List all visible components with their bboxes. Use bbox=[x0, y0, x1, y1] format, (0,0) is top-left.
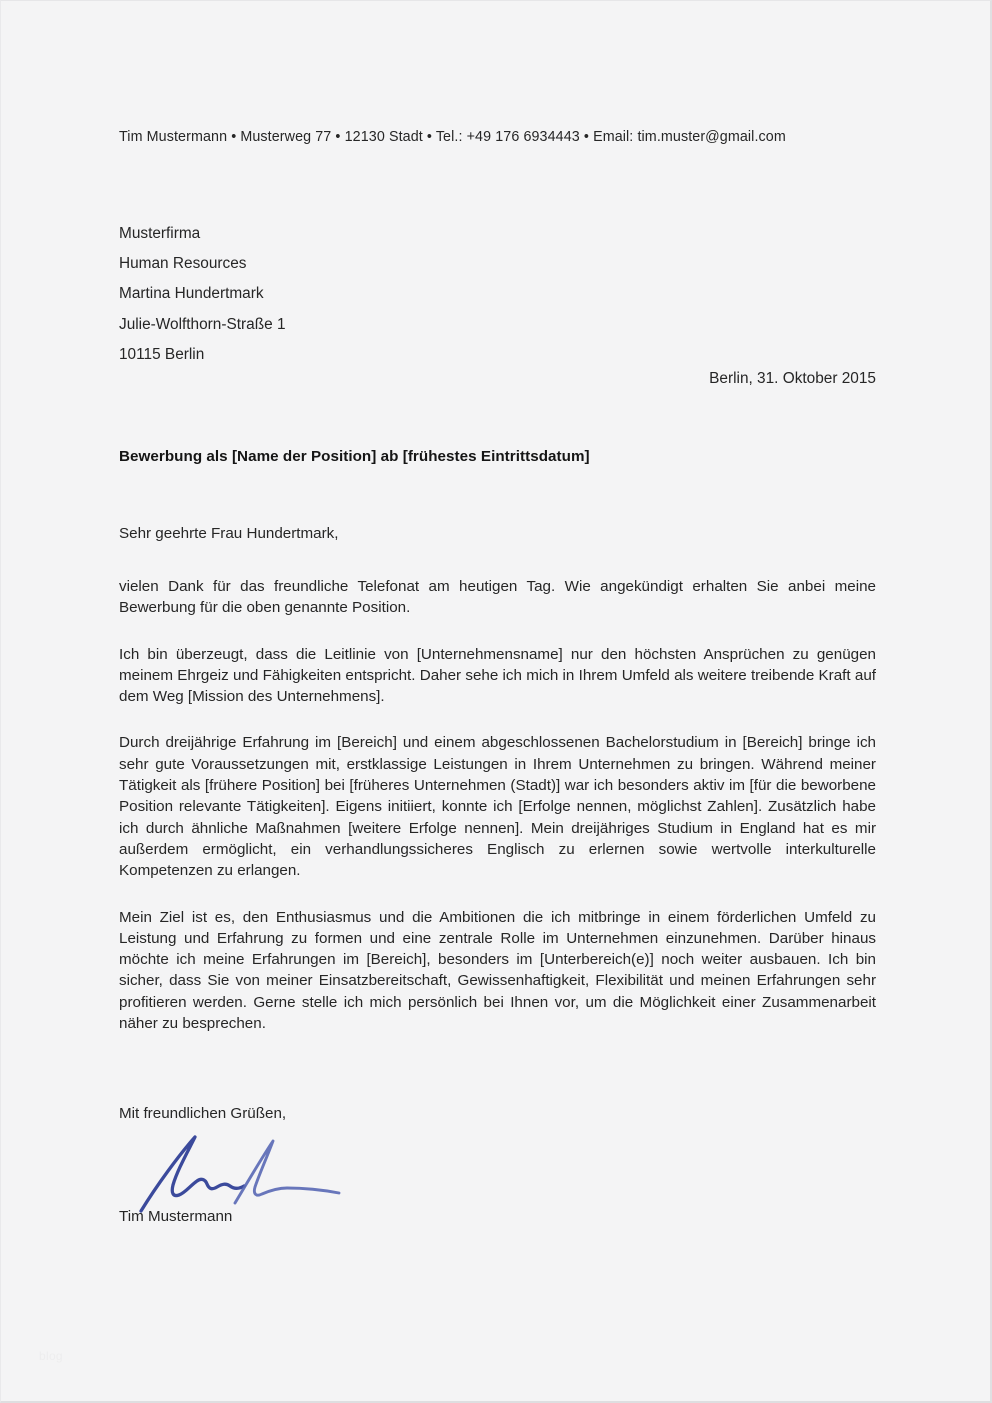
closing-salutation: Mit freundlichen Grüßen, bbox=[119, 1105, 287, 1122]
recipient-contact-person: Martina Hundertmark bbox=[119, 285, 264, 303]
handwritten-signature bbox=[127, 1127, 387, 1217]
body-paragraph: vielen Dank für das freundliche Telefonat am heutigen Tag. Wie angekündigt erhalten Sie anbei meine Bewerbung für die oben genannte Position. bbox=[119, 578, 876, 617]
sender-contact-line: Tim Mustermann • Musterweg 77 • 12130 Stadt • Tel.: +49 176 6934443 • Email: tim.muster@gmail.com bbox=[119, 129, 786, 145]
recipient-address-block bbox=[119, 219, 286, 370]
body-paragraph: Durch dreijährige Erfahrung im [Bereich] und einem abgeschlossenen Bachelorstudium in [Bereich] bringe ich sehr gute Voraussetzungen mit, erstklassige Leistungen in Ihrem Unternehmen zu bringen. Während meiner Tätigkeit als [frühere Position] bei [früheres Unternehmen (Stadt)] war ich besonders aktiv im [für die beworbene Position relevante Tätigkeiten]. Eigens initiiert, konnte ich [Erfolge nennen, möglichst Zahlen]. Zusätzlich habe ich durch ähnliche Maßnahmen [weitere Erfolge nennen]. Mein dreijähriges Studium in England hat es mir außerdem ermöglicht, ein verhandlungssicheres Englisch zu erlernen sowie wertvolle interkulturelle Kompetenzen zu erlangen. bbox=[119, 734, 876, 880]
body-paragraph: Ich bin überzeugt, dass die Leitlinie von [Unternehmensname] nur den höchsten Ansprüchen zu genügen meinem Ehrgeiz und Fähigkeiten entspricht. Daher sehe ich mich in Ihrem Umfeld als weitere treibende Kraft auf dem Weg [Mission des Unternehmens]. bbox=[119, 645, 876, 706]
blog-watermark: blog bbox=[39, 1349, 63, 1363]
recipient-city: 10115 Berlin bbox=[119, 345, 205, 363]
signed-name: Tim Mustermann bbox=[119, 1208, 233, 1225]
body-paragraph: Mein Ziel ist es, den Enthusiasmus und die Ambitionen die ich mitbringe in einem förderlichen Umfeld zu Leistung und Erfahrung zu formen und eine zentrale Rolle im Unternehmen einzunehmen. Darüber hinaus möchte ich meine Erfahrungen im [Bereich], besonders im [Unterbereich(e)] noch weiter ausbauen. Ich bin sicher, dass Sie von meiner Einsatzbereitschaft, Gewissenhaftigkeit, Flexibilität und meinen Erfahrungen sehr profitieren werden. Gerne stelle ich mich persönlich bei Ihnen vor, um die Möglichkeit einer Zusammenarbeit näher zu besprechen. bbox=[119, 908, 876, 1033]
recipient-company: Musterfirma bbox=[119, 225, 201, 242]
letter-body bbox=[119, 576, 876, 1034]
recipient-street: Julie-Wolfthorn-Straße 1 bbox=[119, 315, 286, 333]
salutation: Sehr geehrte Frau Hundertmark, bbox=[119, 525, 339, 542]
recipient-department: Human Resources bbox=[119, 255, 247, 273]
date-line: Berlin, 31. Oktober 2015 bbox=[709, 370, 876, 387]
subject-line: Bewerbung als [Name der Position] ab [frühestes Eintrittsdatum] bbox=[119, 448, 590, 465]
